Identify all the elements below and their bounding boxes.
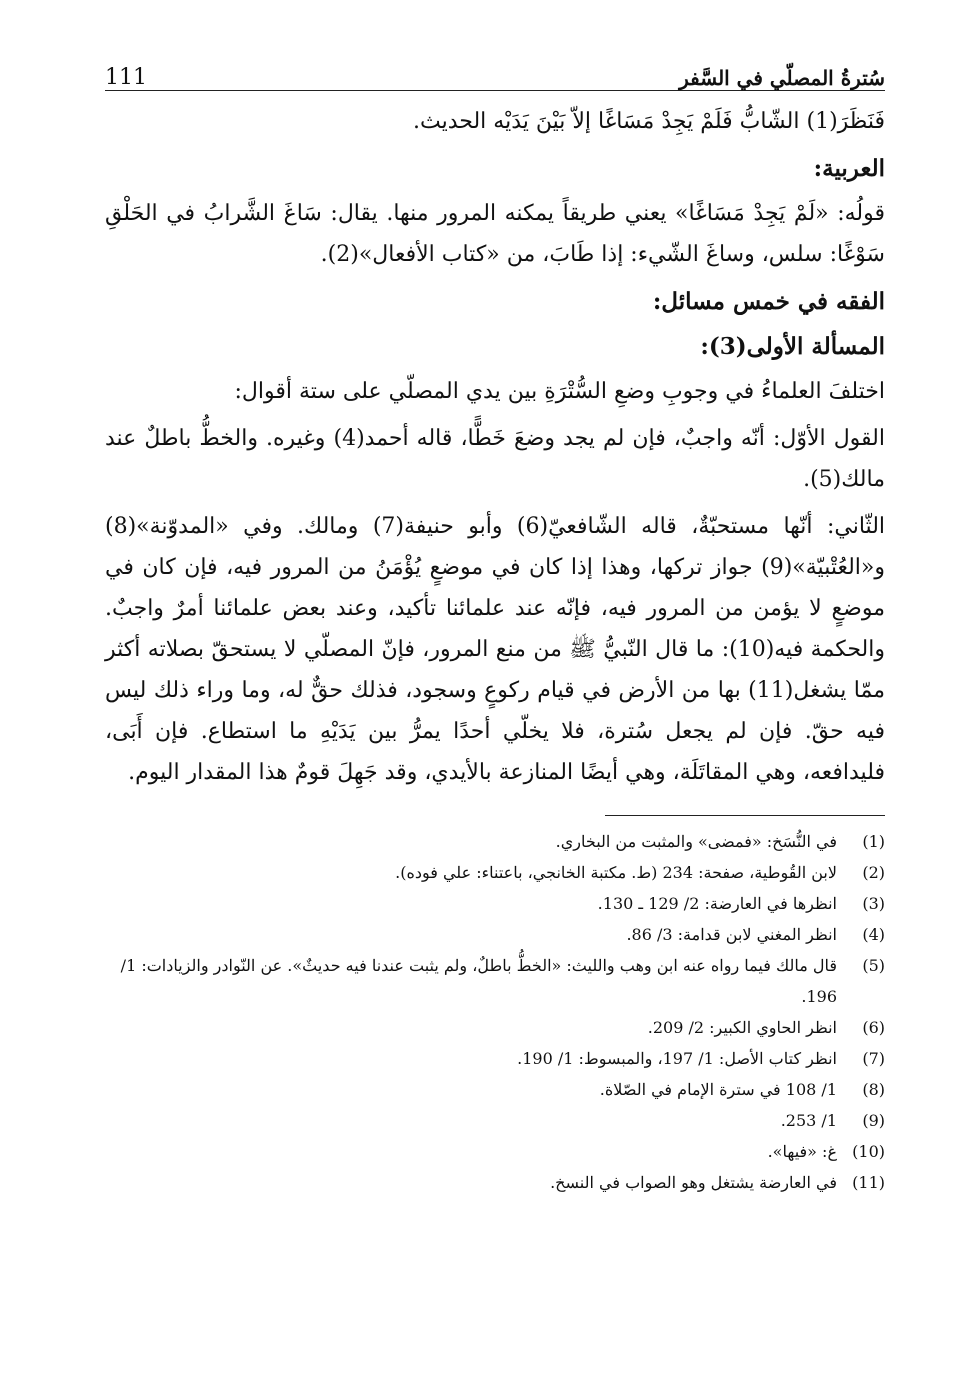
footnote-text: لابن القُوطية، صفحة: 234 (ط. مكتبة الخانجي، باعتناء: علي فوده). bbox=[395, 863, 837, 882]
footnote-number: (4) bbox=[862, 925, 885, 944]
paragraph-first-opinion: القول الأوّل: أنّه واجبٌ، فإن لم يجد وضعَ خَطًّا، قاله أحمد(4) وغيره. والخطُّ باطلٌ عند مالك(5). bbox=[105, 426, 885, 492]
footnote-separator bbox=[605, 815, 885, 816]
running-title: سُترةُ المصلّي في السَّفر bbox=[679, 66, 885, 90]
footnote-text: انظر الحاوي الكبير: 2/ 209. bbox=[647, 1018, 837, 1037]
footnote-number: (3) bbox=[862, 894, 885, 913]
footnote-text: 1/ 253. bbox=[780, 1111, 837, 1130]
paragraph-hadith-end: فَنَظَرَ(1) الشّابُّ فَلَمْ يَجِدْ مَسَاغًا إلاّ بَيْنَ يَدَيْه الحديث. bbox=[413, 109, 885, 134]
footnote-text: في العارضة يشتغل وهو الصواب في النسخ. bbox=[550, 1173, 837, 1192]
footnote bbox=[105, 1043, 885, 1074]
footnote bbox=[105, 919, 885, 950]
footnote-text: غ: «فيها». bbox=[767, 1142, 837, 1161]
footnote-number: (1) bbox=[862, 832, 885, 851]
heading-fiqh: الفقه في خمس مسائل: bbox=[652, 288, 885, 315]
paragraph-disagreement: اختلفَ العلماءُ في وجوبِ وضعِ السُّتْرَةِ بين يدي المصلّي على ستة أقوال: bbox=[234, 379, 885, 404]
footnote-number: (10) bbox=[852, 1142, 885, 1161]
footnote bbox=[105, 1012, 885, 1043]
footnote-number: (2) bbox=[862, 863, 885, 882]
heading-arabiya: العربية: bbox=[813, 155, 885, 182]
footnote-number: (7) bbox=[862, 1049, 885, 1068]
running-header bbox=[105, 60, 885, 91]
footnote-number: (5) bbox=[862, 956, 885, 975]
footnote-number: (9) bbox=[862, 1111, 885, 1130]
paragraph-language: قولُه: «لَمْ يَجِدْ مَسَاغًا» يعني طريقاً يمكنه المرور منها. يقال: سَاغَ الشَّرابُ في الحَلْقِ سَوْغًا: سلس، وساغَ الشّيء: إذا طَابَ، من «كتاب الأفعال»(2). bbox=[105, 201, 885, 267]
footnote bbox=[105, 1105, 885, 1136]
footnote bbox=[105, 1074, 885, 1105]
paragraph-second-opinion: الثّاني: أنّها مستحبّةٌ، قاله الشّافعيّ(6) وأبو حنيفة(7) ومالك. وفي «المدوّنة»(8) و«العُتْبيّة»(9) جواز تركها، وهذا إذا كان في موضعٍ يُؤْمَنُ من المرور فيه، فإن كان في موضعٍ لا يؤمن من المرور فيه، فإنّه عند علمائنا تأكيد، وعند بعض علمائنا أمرٌ واجبٌ. والحكمة فيه(10): ما قال النّبيُّ ﷺ من منع المرور، فإنّ المصلّي لا يستحقّ بصلاته أكثر ممّا يشغل(11) بها من الأرض في قيام ركوعٍ وسجود، فذلك حقٌّ له، وما وراء ذلك ليس فيه حقّ. فإن لم يجعل سُترة، فلا يخلّي أحدًا يمرُّ بين يَدَيْهِ ما استطاع. فإن أَبَى، فليدافعه، وهي المقاتَلَة، وهي أيضًا المنازعة بالأيدي، وقد جَهِلَ قومٌ هذا المقدار اليوم. bbox=[105, 514, 886, 785]
footnote-text: في النُّسَخ: «فمضى» والمثبت من البخاري. bbox=[555, 832, 837, 851]
footnote bbox=[105, 857, 885, 888]
footnotes bbox=[105, 826, 885, 1198]
footnote-text: انظرها في العارضة: 2/ 129 ـ 130. bbox=[597, 894, 837, 913]
footnote bbox=[105, 1167, 885, 1198]
page bbox=[105, 60, 885, 1198]
footnote bbox=[105, 826, 885, 857]
page-number: 111 bbox=[105, 65, 147, 90]
main-text bbox=[105, 101, 885, 793]
footnote-text: قال مالك فيما رواه عنه ابن وهب والليث: «الخطُّ باطلٌ، ولم يثبت عندنا فيه حديثٌ». عن النّوادر والزيادات: 1/ 196. bbox=[120, 956, 837, 1006]
footnote-number: (8) bbox=[862, 1080, 885, 1099]
footnote-number: (6) bbox=[862, 1018, 885, 1037]
footnote bbox=[105, 950, 885, 1012]
footnote bbox=[105, 1136, 885, 1167]
footnote-text: 1/ 108 في سترة الإمام في الصّلاة. bbox=[599, 1080, 837, 1099]
heading-first-issue: المسألة الأولى(3): bbox=[700, 333, 885, 360]
footnote-number: (11) bbox=[852, 1173, 885, 1192]
footnote-text: انظر كتاب الأصل: 1/ 197، والمبسوط: 1/ 190. bbox=[517, 1049, 837, 1068]
footnote-text: انظر المغني لابن قدامة: 3/ 86. bbox=[626, 925, 837, 944]
footnote bbox=[105, 888, 885, 919]
